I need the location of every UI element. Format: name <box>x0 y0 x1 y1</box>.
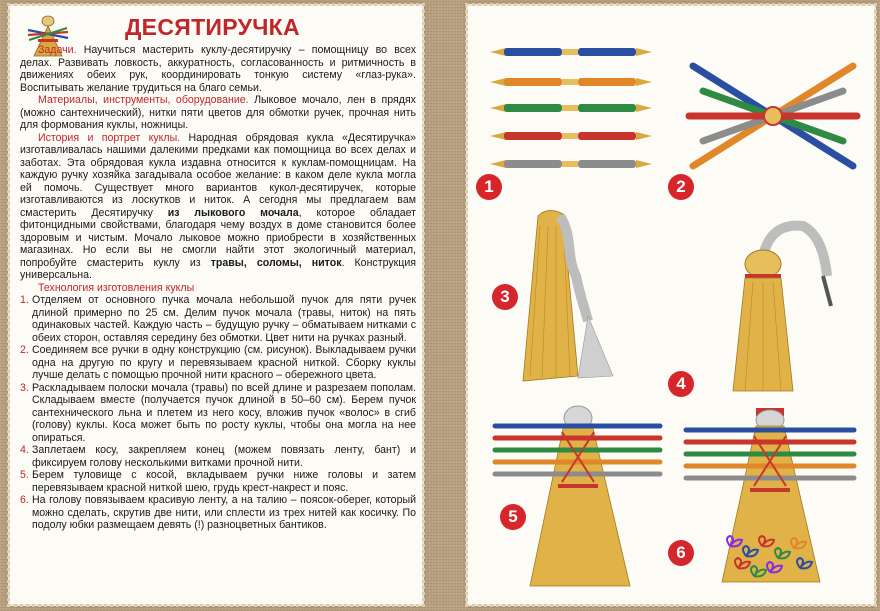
history-bold-2: травы, соломы, ниток <box>210 256 342 269</box>
history-text-3: . Конструкция универсальна. <box>20 256 416 281</box>
step-text: Берем туловище с косой, вкладываем ручки ниже головы и затем перевязываем красной ниткой шею, грудь крест-накрест и пояс. <box>32 469 416 494</box>
step-item <box>20 344 416 382</box>
step-text: Отделяем от основного пучка мочала небольшой пучок для пяти ручек длиной примерно по 25 см. Делим пучок мочала (травы, ниток) на пять одинаковых частей. Каждую часть – будущую ручку – обматываем нитками с обеих сторон, оставляя середину без обмотки. Цвет нити на ручках разный. <box>32 294 416 344</box>
step-text: Раскладываем полоски мочала (травы) по всей длине и разрезаем пополам. Складываем вместе (получается пучок длиной в 50–60 см). Берем пучок сантехнического льна и плетем из него косу, вложив пучок «волос» в сгиб (голову) куклы. Коса может быть по росту куклы, чтобы она могла на нее опираться. <box>32 381 416 444</box>
history-bold-1: из лыкового мочала <box>167 206 299 219</box>
bundle-blue <box>490 48 652 56</box>
step-number: 2. <box>20 344 29 356</box>
step-number: 4. <box>20 444 29 456</box>
bundle-green <box>490 104 652 112</box>
step3-bast-braid-illustration <box>518 206 638 386</box>
step-text: На голову повязываем красивую ленту, а на талию – поясок-оберег, который можно сделать, скрутив две нити, или сплести из трех нитей как косичку. По подолу юбки размещаем девять (!) разноцветных бантиков. <box>32 494 416 531</box>
technology-heading: Технология изготовления куклы <box>38 281 195 294</box>
step-badge-3: 3 <box>492 284 518 310</box>
step-number: 5. <box>20 469 29 481</box>
step6-finished-doll-illustration <box>680 396 860 586</box>
history-label: История и портрет куклы. <box>38 131 181 144</box>
tasks-label: Задачи. <box>38 44 77 56</box>
bundle-red <box>490 132 652 140</box>
bundle-grey <box>490 160 652 168</box>
step-item <box>20 382 416 445</box>
step-number: 6. <box>20 494 29 506</box>
step-item <box>20 469 416 494</box>
step-badge-2: 2 <box>668 174 694 200</box>
step-number: 1. <box>20 294 29 306</box>
step-item <box>20 444 416 469</box>
materials-text: Лыковое мочало, лен в прядях (можно сантехнический), нитки пяти цветов для обмотки ручек, прочная нить для формования куклы, ножницы. <box>20 94 416 131</box>
step-badge-1: 1 <box>476 174 502 200</box>
step-badge-6: 6 <box>668 540 694 566</box>
history-text-1: Народная обрядовая кукла «Десятиручка» изготавливалась нашими далекими предками как помощница во всех делах и заботах. Эта обрядовая кукла издавна относится к куклам-помощницам. На каждую ручку хозяйка загадывала особое желание: в каком деле кукла могла ей помочь. Существует много вариантов кукол-десятиручек, которые изготавливаются из лоскутков и ниток. А сегодня мы предлагаем вам смастерить Десятиручку <box>20 131 417 219</box>
steps-list <box>20 294 416 532</box>
bundle-orange <box>490 78 652 86</box>
materials-paragraph <box>20 94 416 132</box>
step-item <box>20 494 416 532</box>
materials-label: Материалы, инструменты, оборудование. <box>38 94 249 106</box>
illustration-page <box>468 6 874 604</box>
step5-doll-arms-illustration <box>490 396 665 586</box>
step4-bound-head-illustration <box>723 216 843 396</box>
tasks-text: Научиться мастерить куклу-десятиручку – помощницу во всех делах. Развивать ловкость, аккуратность, согласованность и ритмичность в движениях обеих рук, координировать тонкую систему «глаз-рука». Воспитывать желание трудиться на благо семьи. <box>20 44 416 94</box>
step-number: 3. <box>20 381 29 394</box>
step-text: Заплетаем косу, закрепляем конец (можем повязать ленту, бант) и фиксируем голову несколькими витками прочной нити. <box>32 444 416 469</box>
step-item <box>20 294 416 344</box>
page-title: ДЕСЯТИРУЧКА <box>125 14 300 40</box>
step2-crossed-bundles-illustration <box>683 46 863 186</box>
history-text-2: , которое обладает фитонцидными свойствами, благодаря чему воздух в доме становится более здоровым и чистым. Мочало лыковое можно приобрести в хозяйственных магазинах. Но если вы не смогли найти этот экологичный материал, попробуйте смастерить куклу из <box>20 206 416 269</box>
step-badge-4: 4 <box>668 371 694 397</box>
history-paragraph <box>20 132 416 282</box>
instructions-text <box>20 44 416 532</box>
step-badge-5: 5 <box>500 504 526 530</box>
tasks-paragraph <box>20 44 416 94</box>
text-page <box>10 6 422 604</box>
step1-bundles-illustration <box>486 38 656 178</box>
step-text: Соединяем все ручки в одну конструкцию (см. рисунок). Выкладываем ручки одна на другую по кругу и перевязываем красной ниткой. Сборку куклы лучше делать с помощью прочной нити красного – обережного цвета. <box>32 344 416 381</box>
